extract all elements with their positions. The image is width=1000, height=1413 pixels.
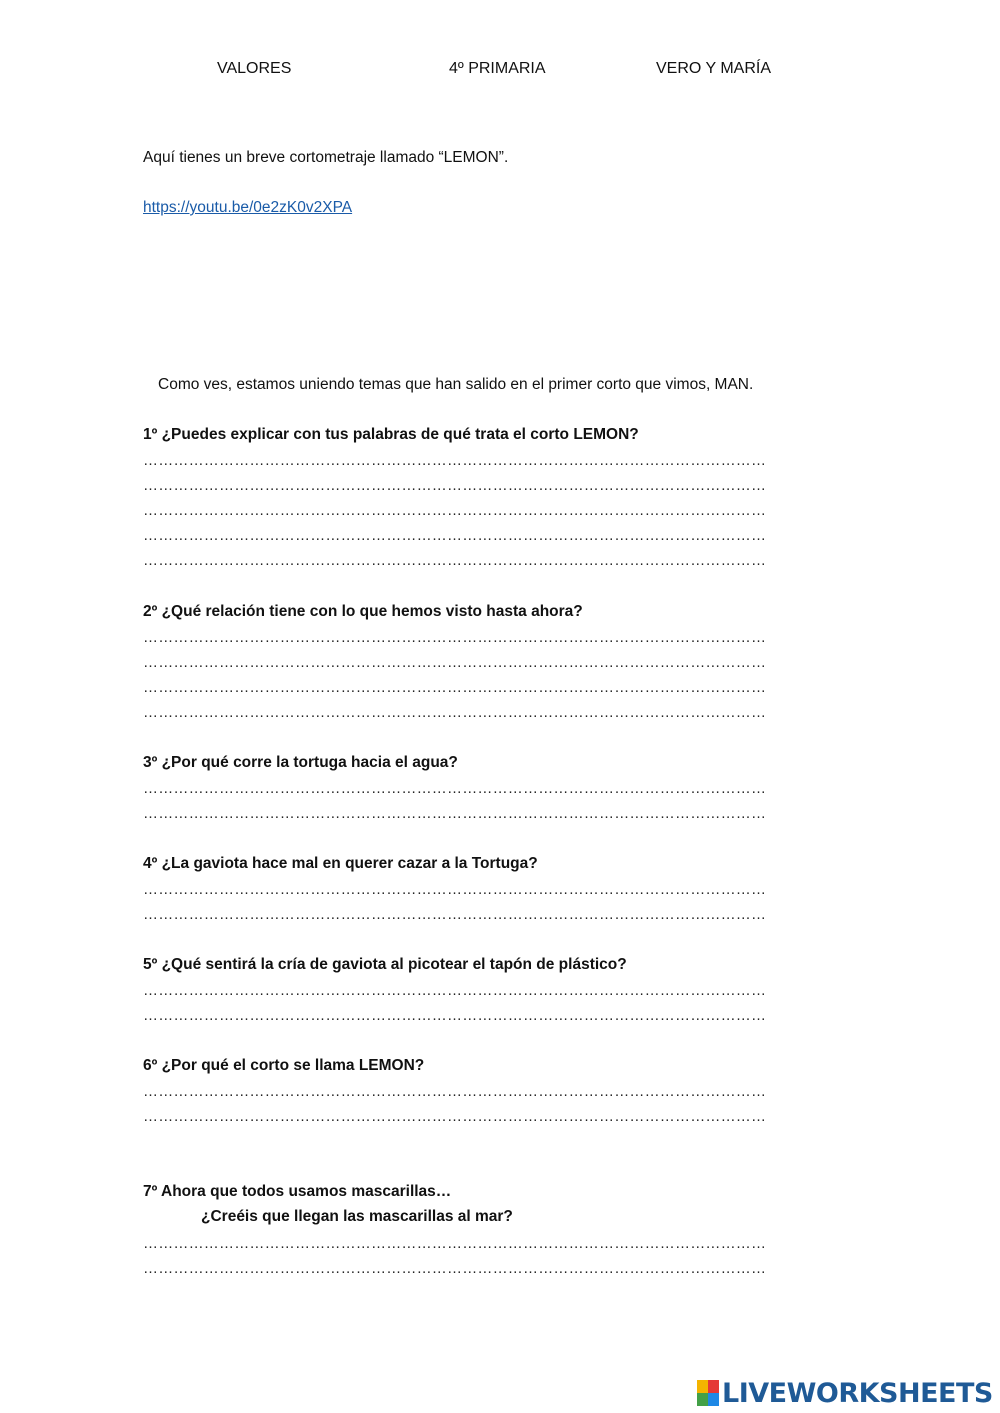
answer-line[interactable]: …………………………………………………………………………………………………………… — [143, 1260, 767, 1277]
liveworksheets-logo — [697, 1376, 993, 1410]
answer-line[interactable]: …………………………………………………………………………………………………………… — [143, 629, 767, 646]
answer-line[interactable]: …………………………………………………………………………………………………………… — [143, 1108, 767, 1125]
header-subject: VALORES — [217, 60, 292, 77]
lead-text: Como ves, estamos uniendo temas que han salido en el primer corto que vimos, MAN. — [158, 376, 754, 393]
answer-line[interactable]: …………………………………………………………………………………………………………… — [143, 552, 767, 569]
answer-line[interactable]: …………………………………………………………………………………………………………… — [143, 906, 767, 923]
header-grade: 4º PRIMARIA — [449, 60, 546, 77]
answer-line[interactable]: …………………………………………………………………………………………………………… — [143, 1083, 767, 1100]
answer-line[interactable]: …………………………………………………………………………………………………………… — [143, 1007, 767, 1024]
question-5: 5º ¿Qué sentirá la cría de gaviota al picotear el tapón de plástico? — [143, 956, 627, 973]
answer-line[interactable]: …………………………………………………………………………………………………………… — [143, 1235, 767, 1252]
answer-line[interactable]: …………………………………………………………………………………………………………… — [143, 654, 767, 671]
answer-line[interactable]: …………………………………………………………………………………………………………… — [143, 502, 767, 519]
question-6: 6º ¿Por qué el corto se llama LEMON? — [143, 1057, 425, 1074]
header-authors: VERO Y MARÍA — [656, 60, 771, 77]
answer-line[interactable]: …………………………………………………………………………………………………………… — [143, 679, 767, 696]
liveworksheets-logo-icon — [697, 1380, 719, 1406]
answer-line[interactable]: …………………………………………………………………………………………………………… — [143, 805, 767, 822]
question-1: 1º ¿Puedes explicar con tus palabras de qué trata el corto LEMON? — [143, 426, 639, 443]
answer-line[interactable]: …………………………………………………………………………………………………………… — [143, 881, 767, 898]
question-7-subtext: ¿Creéis que llegan las mascarillas al mar? — [201, 1208, 513, 1225]
question-3: 3º ¿Por qué corre la tortuga hacia el agua? — [143, 754, 458, 771]
answer-line[interactable]: …………………………………………………………………………………………………………… — [143, 982, 767, 999]
answer-line[interactable]: …………………………………………………………………………………………………………… — [143, 452, 767, 469]
question-2: 2º ¿Qué relación tiene con lo que hemos visto hasta ahora? — [143, 603, 583, 620]
answer-line[interactable]: …………………………………………………………………………………………………………… — [143, 780, 767, 797]
answer-line[interactable]: …………………………………………………………………………………………………………… — [143, 704, 767, 721]
question-7: 7º Ahora que todos usamos mascarillas… — [143, 1183, 452, 1200]
video-link[interactable]: https://youtu.be/0e2zK0v2XPA — [143, 199, 353, 216]
logo-text: LIVEWORKSHEETS — [722, 1377, 993, 1409]
answer-line[interactable]: …………………………………………………………………………………………………………… — [143, 527, 767, 544]
question-4: 4º ¿La gaviota hace mal en querer cazar a la Tortuga? — [143, 855, 538, 872]
intro-text: Aquí tienes un breve cortometraje llamado “LEMON”. — [143, 149, 509, 166]
answer-line[interactable]: …………………………………………………………………………………………………………… — [143, 477, 767, 494]
